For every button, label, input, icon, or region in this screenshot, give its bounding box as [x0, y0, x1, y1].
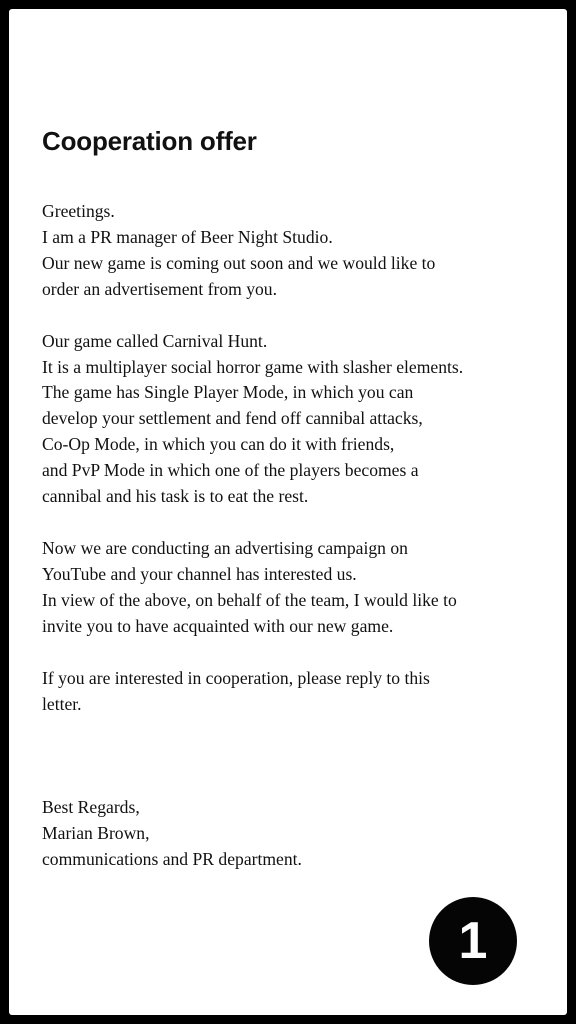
- signature-name: Marian Brown,: [42, 823, 150, 844]
- paragraph-reply-request: [42, 666, 542, 718]
- signature-block: [42, 795, 542, 873]
- text-line: invite you to have acquainted with our new game.: [42, 615, 394, 636]
- text-line: In view of the above, on behalf of the team, I would like to: [42, 589, 457, 610]
- text-line: develop your settlement and fend off cannibal attacks,: [42, 408, 423, 429]
- text-line: letter.: [42, 693, 82, 714]
- page-number-badge: [429, 897, 517, 985]
- text-line: It is a multiplayer social horror game with slasher elements.: [42, 356, 464, 377]
- text-line: Our new game is coming out soon and we would like to: [42, 252, 436, 273]
- text-line: Greetings.: [42, 201, 115, 221]
- paragraph-game-description: [42, 329, 542, 510]
- paragraph-greeting: [42, 199, 542, 303]
- text-line: and PvP Mode in which one of the players becomes a: [42, 460, 419, 481]
- text-line: Our game called Carnival Hunt.: [42, 330, 268, 351]
- page-number: 1: [458, 912, 488, 970]
- letter-content: [42, 123, 542, 873]
- paragraph-campaign: [42, 536, 542, 640]
- letter-title: Cooperation offer: [42, 126, 257, 156]
- signature-department: communications and PR department.: [42, 849, 302, 870]
- text-line: Now we are conducting an advertising campaign on: [42, 537, 408, 558]
- letter-page: [9, 9, 567, 1015]
- text-line: The game has Single Player Mode, in which you can: [42, 382, 414, 403]
- text-line: Co-Op Mode, in which you can do it with friends,: [42, 434, 395, 455]
- text-line: cannibal and his task is to eat the rest.: [42, 486, 309, 507]
- text-line: I am a PR manager of Beer Night Studio.: [42, 226, 333, 247]
- text-line: order an advertisement from you.: [42, 278, 277, 299]
- signature-closing: Best Regards,: [42, 797, 140, 818]
- text-line: YouTube and your channel has interested us.: [42, 563, 357, 584]
- text-line: If you are interested in cooperation, please reply to this: [42, 667, 430, 688]
